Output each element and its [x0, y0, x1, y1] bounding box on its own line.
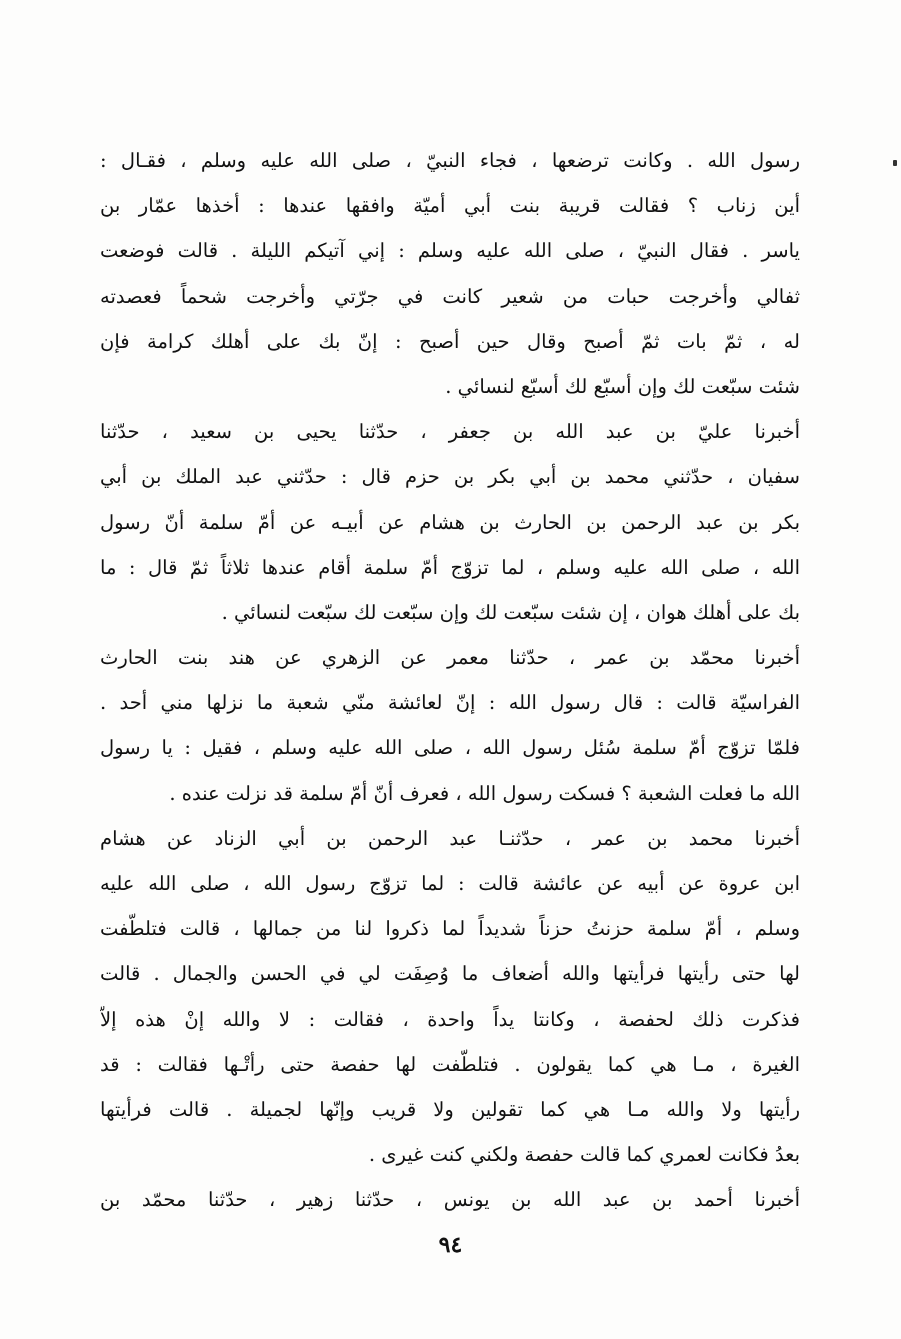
- text-line: أين زناب ؟ فقالت قريبة بنت أبي أميّة وافقها عندها : أخذها عمّار بن: [100, 194, 800, 218]
- text-line: أخبرنا محمّد بن عمر ، حدّثنا معمر عن الزهري عن هند بنت الحارث: [100, 646, 800, 670]
- text-line: شئت سبّعت لك وإن أسبّع لك أسبّع لنسائي .: [445, 374, 800, 398]
- text-line: بعدُ فكانت لعمري كما قالت حفصة ولكني كنت غيرى .: [368, 1143, 800, 1167]
- page-number: ٩٤: [438, 1232, 463, 1258]
- text-line: رسول الله . وكانت ترضعها ، فجاء النبيّ ، صلى الله عليه وسلم ، فقـال :: [100, 149, 800, 172]
- paragraph: [100, 1177, 800, 1222]
- text-line: بكر بن عبد الرحمن بن الحارث بن هشام عن أبيـه عن أمّ سلمة أنّ رسول: [100, 510, 800, 534]
- paragraph: [100, 635, 800, 816]
- text-line: ياسر . فقال النبيّ ، صلى الله عليه وسلم : إني آتيكم الليلة . قالت فوضعت: [100, 239, 800, 263]
- text-line: أخبرنا محمد بن عمر ، حدّثنـا عبد الرحمن بن أبي الزناد عن هشام: [100, 826, 800, 850]
- text-line: الله ، صلى الله عليه وسلم ، لما تزوّج أمّ سلمة أقام عندها ثلاثاً ثمّ قال : ما: [100, 555, 800, 579]
- text-line: ابن عروة عن أبيه عن عائشة قالت : لما تزوّج رسول الله ، صلى الله عليه: [100, 872, 800, 895]
- text-line: لها حتى رأيتها فرأيتها والله أضعاف ما وُصِفَت لي في الحسن والجمال . قالت: [100, 962, 800, 986]
- text-line: أخبرنا أحمد بن عبد الله بن يونس ، حدّثنا زهير ، حدّثنا محمّد بن: [100, 1188, 800, 1212]
- margin-speck: [893, 160, 897, 166]
- text-line: الله ما فعلت الشعبة ؟ فسكت رسول الله ، فعرف أنّ أمّ سلمة قد نزلت عنده .: [169, 781, 800, 805]
- text-line: بك على أهلك هوان ، إن شئت سبّعت لك وإن سبّعت لك سبّعت لنسائي .: [221, 600, 800, 624]
- text-line: ثفالي وأخرجت حبات من شعير كانت في جرّتي وأخرجت شحماً فعصدته: [100, 284, 800, 308]
- paragraph: [100, 816, 800, 1178]
- text-line: فلمّا تزوّج أمّ سلمة سُئل رسول الله ، صلى الله عليه وسلم ، فقيل : يا رسول: [100, 736, 800, 760]
- text-line: سفيان ، حدّثني محمد بن أبي بكر بن حزم قال : حدّثني عبد الملك بن أبي: [100, 465, 800, 489]
- text-line: له ، ثمّ بات ثمّ أصبح وقال حين أصبح : إنّ بك على أهلك كرامة فإن: [100, 329, 800, 353]
- text-line: الغيرة ، مـا هي كما يقولون . فتلطّفت لها حفصة حتى رأتْـها فقالت : قد: [100, 1052, 800, 1076]
- page-text: [100, 138, 800, 1223]
- text-line: الفراسيّة قالت : قال رسول الله : إنّ لعائشة منّي شعبة ما نزلها مني أحد .: [100, 691, 800, 715]
- text-line: فذكرت ذلك لحفصة ، وكانتا يداً واحدة ، فقالت : لا والله إنْ هذه إلاّ: [100, 1007, 800, 1031]
- paragraph: [100, 138, 800, 409]
- paragraph: [100, 409, 800, 635]
- text-line: رأيتها ولا والله مـا هي كما تقولين ولا قريب وإنّها لجميلة . قالت فرأيتها: [100, 1097, 800, 1121]
- text-line: أخبرنا عليّ بن عبد الله بن جعفر ، حدّثنا يحيى بن سعيد ، حدّثنا: [100, 420, 800, 444]
- text-line: وسلم ، أمّ سلمة حزنتُ حزناً شديداً لما ذكروا لنا من جمالها ، قالت فتلطّفت: [100, 917, 800, 941]
